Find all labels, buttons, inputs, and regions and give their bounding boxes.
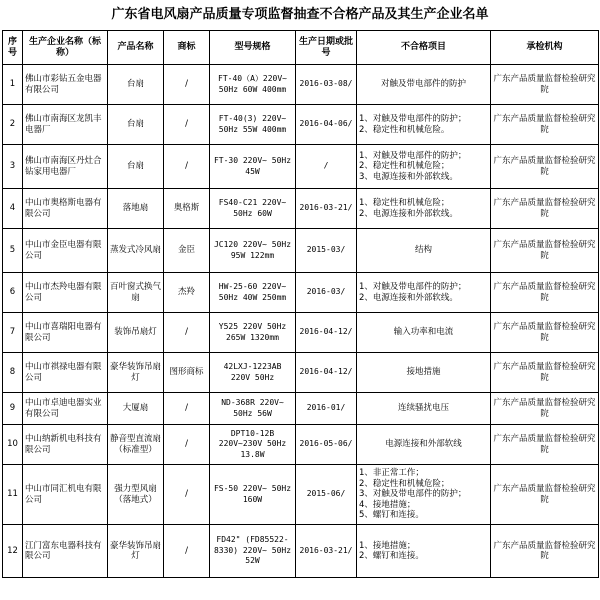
row-model: HW-25-60 220V~ 50Hz 40W 250mm	[210, 273, 296, 313]
row-date: 2015-03/	[296, 229, 357, 273]
defect-item: 3、对触及带电部件的防护；	[359, 489, 467, 500]
row-product: 大厦扇	[108, 393, 164, 425]
row-product: 蒸发式冷风扇	[108, 229, 164, 273]
row-no: 8	[3, 353, 23, 393]
row-lab: 广东产品质量监督检验研究院	[491, 105, 599, 145]
table-row	[3, 105, 599, 145]
row-date: 2015-06/	[296, 465, 357, 525]
row-no: 4	[3, 189, 23, 229]
table-row	[3, 65, 599, 105]
row-lab: 广东产品质量监督检验研究院	[491, 65, 599, 105]
row-no: 9	[3, 393, 23, 425]
row-no: 1	[3, 65, 23, 105]
header-brand: 商标	[164, 31, 210, 65]
row-no: 5	[3, 229, 23, 273]
defect-item: 1、非正常工作；	[359, 468, 424, 479]
defect-item: 4、接地措施；	[359, 499, 416, 510]
row-defects	[357, 313, 491, 353]
row-product: 落地扇	[108, 189, 164, 229]
defect-item: 5、螺钉和连接。	[359, 510, 424, 521]
defect-item: 2、电源连接和外部软线。	[359, 208, 458, 219]
row-brand: /	[164, 105, 210, 145]
defect-item: 连续骚扰电压	[397, 403, 449, 414]
row-date: 2016-05-06/	[296, 425, 357, 465]
defect-item: 2、稳定性和机械危险；	[359, 161, 450, 172]
defect-item: 对触及带电部件的防护	[380, 79, 466, 90]
row-product: 台扇	[108, 65, 164, 105]
row-date: 2016-04-12/	[296, 313, 357, 353]
row-company: 中山市奥格斯电器有限公司	[23, 189, 108, 229]
defect-item: 3、电源连接和外部软线。	[359, 171, 458, 182]
table-row	[3, 145, 599, 189]
row-lab: 广东产品质量监督检验研究院	[491, 145, 599, 189]
row-brand: /	[164, 65, 210, 105]
table-row	[3, 353, 599, 393]
table-row	[3, 229, 599, 273]
row-brand: 杰羚	[164, 273, 210, 313]
row-defects	[357, 353, 491, 393]
row-brand: /	[164, 393, 210, 425]
row-model: FS40-C21 220V~ 50Hz 60W	[210, 189, 296, 229]
row-lab: 广东产品质量监督检验研究院	[491, 229, 599, 273]
row-defects	[357, 393, 491, 425]
row-defects	[357, 105, 491, 145]
row-product: 百叶窗式换气扇	[108, 273, 164, 313]
header-model: 型号规格	[210, 31, 296, 65]
row-model: Y525 220V 50Hz 265W 1320mm	[210, 313, 296, 353]
row-model: DPT10-12B 220V~230V 50Hz 13.8W	[210, 425, 296, 465]
defect-item: 2、稳定性和机械危险；	[359, 478, 450, 489]
row-defects	[357, 465, 491, 525]
row-model: FD42" (FD85522-8330) 220V~ 50Hz 52W	[210, 525, 296, 578]
row-product: 静音型直流扇（标准型）	[108, 425, 164, 465]
defect-item: 输入功率和电流	[393, 327, 454, 338]
row-product: 台扇	[108, 145, 164, 189]
header-company: 生产企业名称（标称）	[23, 31, 108, 65]
unqualified-products-table	[2, 30, 599, 578]
row-brand: 图形商标	[164, 353, 210, 393]
table-row	[3, 189, 599, 229]
row-lab: 广东产品质量监督检验研究院	[491, 425, 599, 465]
row-brand: /	[164, 313, 210, 353]
row-defects	[357, 425, 491, 465]
defect-item: 电源连接和外部软线	[385, 439, 462, 450]
row-model: ND-368R 220V~ 50Hz 56W	[210, 393, 296, 425]
row-lab: 广东产品质量监督检验研究院	[491, 273, 599, 313]
header-product: 产品名称	[108, 31, 164, 65]
row-lab: 广东产品质量监督检验研究院	[491, 525, 599, 578]
row-model: FT-30 220V~ 50Hz 45W	[210, 145, 296, 189]
defect-item: 2、稳定性和机械危险。	[359, 124, 450, 135]
defect-item: 1、稳定性和机械危险；	[359, 198, 450, 208]
row-lab: 广东产品质量监督检验研究院	[491, 465, 599, 525]
row-date: 2016-03/	[296, 273, 357, 313]
row-company: 中山市金臣电器有限公司	[23, 229, 108, 273]
row-no: 11	[3, 465, 23, 525]
row-date: 2016-03-21/	[296, 525, 357, 578]
row-company: 中山市喜瑞阳电器有限公司	[23, 313, 108, 353]
header-defects: 不合格项目	[357, 31, 491, 65]
row-defects	[357, 273, 491, 313]
row-defects	[357, 189, 491, 229]
row-company: 中山市祺禄电器有限公司	[23, 353, 108, 393]
row-product: 豪华装饰吊扇灯	[108, 525, 164, 578]
row-no: 3	[3, 145, 23, 189]
table-row	[3, 393, 599, 425]
row-defects	[357, 65, 491, 105]
table-row	[3, 465, 599, 525]
row-no: 12	[3, 525, 23, 578]
table-row	[3, 425, 599, 465]
row-brand: /	[164, 525, 210, 578]
row-no: 10	[3, 425, 23, 465]
row-model: JC120 220V~ 50Hz 95W 122mm	[210, 229, 296, 273]
row-lab: 广东产品质量监督检验研究院	[491, 189, 599, 229]
row-no: 6	[3, 273, 23, 313]
row-date: 2016-03-21/	[296, 189, 357, 229]
row-defects	[357, 525, 491, 578]
header-lab: 承检机构	[491, 31, 599, 65]
row-company: 中山市杰羚电器有限公司	[23, 273, 108, 313]
row-lab: 广东产品质量监督检验研究院	[491, 313, 599, 353]
table-header-row	[3, 31, 599, 65]
page-title: 广东省电风扇产品质量专项监督抽查不合格产品及其生产企业名单	[111, 7, 489, 22]
table-body	[3, 65, 599, 578]
row-defects	[357, 229, 491, 273]
row-brand: /	[164, 425, 210, 465]
row-company: 中山市卓迪电器实业有限公司	[23, 393, 108, 425]
row-company: 佛山市南海区龙凯丰电器厂	[23, 105, 108, 145]
defect-item: 1、对触及带电部件的防护；	[359, 282, 467, 292]
header-no: 序号	[3, 31, 23, 65]
row-brand: /	[164, 465, 210, 525]
row-company: 中山纳新机电科技有限公司	[23, 425, 108, 465]
row-date: 2016-03-08/	[296, 65, 357, 105]
row-no: 2	[3, 105, 23, 145]
row-company: 佛山市彩钻五金电器有限公司	[23, 65, 108, 105]
row-model: FT-40(3) 220V~ 50Hz 55W 400mm	[210, 105, 296, 145]
row-no: 7	[3, 313, 23, 353]
defect-item: 1、接地措施；	[359, 540, 416, 551]
defect-item: 1、对触及带电部件的防护；	[359, 150, 467, 161]
row-brand: 金臣	[164, 229, 210, 273]
row-brand: /	[164, 145, 210, 189]
row-brand: 奥格斯	[164, 189, 210, 229]
row-company: 中山市同汇机电有限公司	[23, 465, 108, 525]
defect-item: 2、螺钉和连接。	[359, 551, 424, 561]
row-product: 强力型风扇（落地式）	[108, 465, 164, 525]
row-date: 2016-04-12/	[296, 353, 357, 393]
table-row	[3, 313, 599, 353]
row-date: 2016-01/	[296, 393, 357, 425]
row-defects	[357, 145, 491, 189]
header-date: 生产日期或批号	[296, 31, 357, 65]
row-model: 42LXJ-1223AB 220V 50Hz	[210, 353, 296, 393]
row-company: 江门富东电器科技有限公司	[23, 525, 108, 578]
table-row	[3, 525, 599, 578]
defect-item: 2、电源连接和外部软线。	[359, 292, 458, 303]
row-lab: 广东产品质量监督检验研究院	[491, 393, 599, 425]
row-company: 佛山市南海区丹灶合钻家用电器厂	[23, 145, 108, 189]
row-model: FT-40（A）220V~ 50Hz 60W 400mm	[210, 65, 296, 105]
row-product: 台扇	[108, 105, 164, 145]
defect-item: 1、对触及带电部件的防护；	[359, 114, 467, 124]
row-product: 豪华装饰吊扇灯	[108, 353, 164, 393]
row-date: 2016-04-06/	[296, 105, 357, 145]
row-product: 装饰吊扇灯	[108, 313, 164, 353]
row-date: /	[296, 145, 357, 189]
row-lab: 广东产品质量监督检验研究院	[491, 353, 599, 393]
defect-item: 接地措施	[406, 367, 441, 378]
defect-item: 结构	[414, 245, 432, 256]
row-model: FS-50 220V~ 50Hz 160W	[210, 465, 296, 525]
table-row	[3, 273, 599, 313]
